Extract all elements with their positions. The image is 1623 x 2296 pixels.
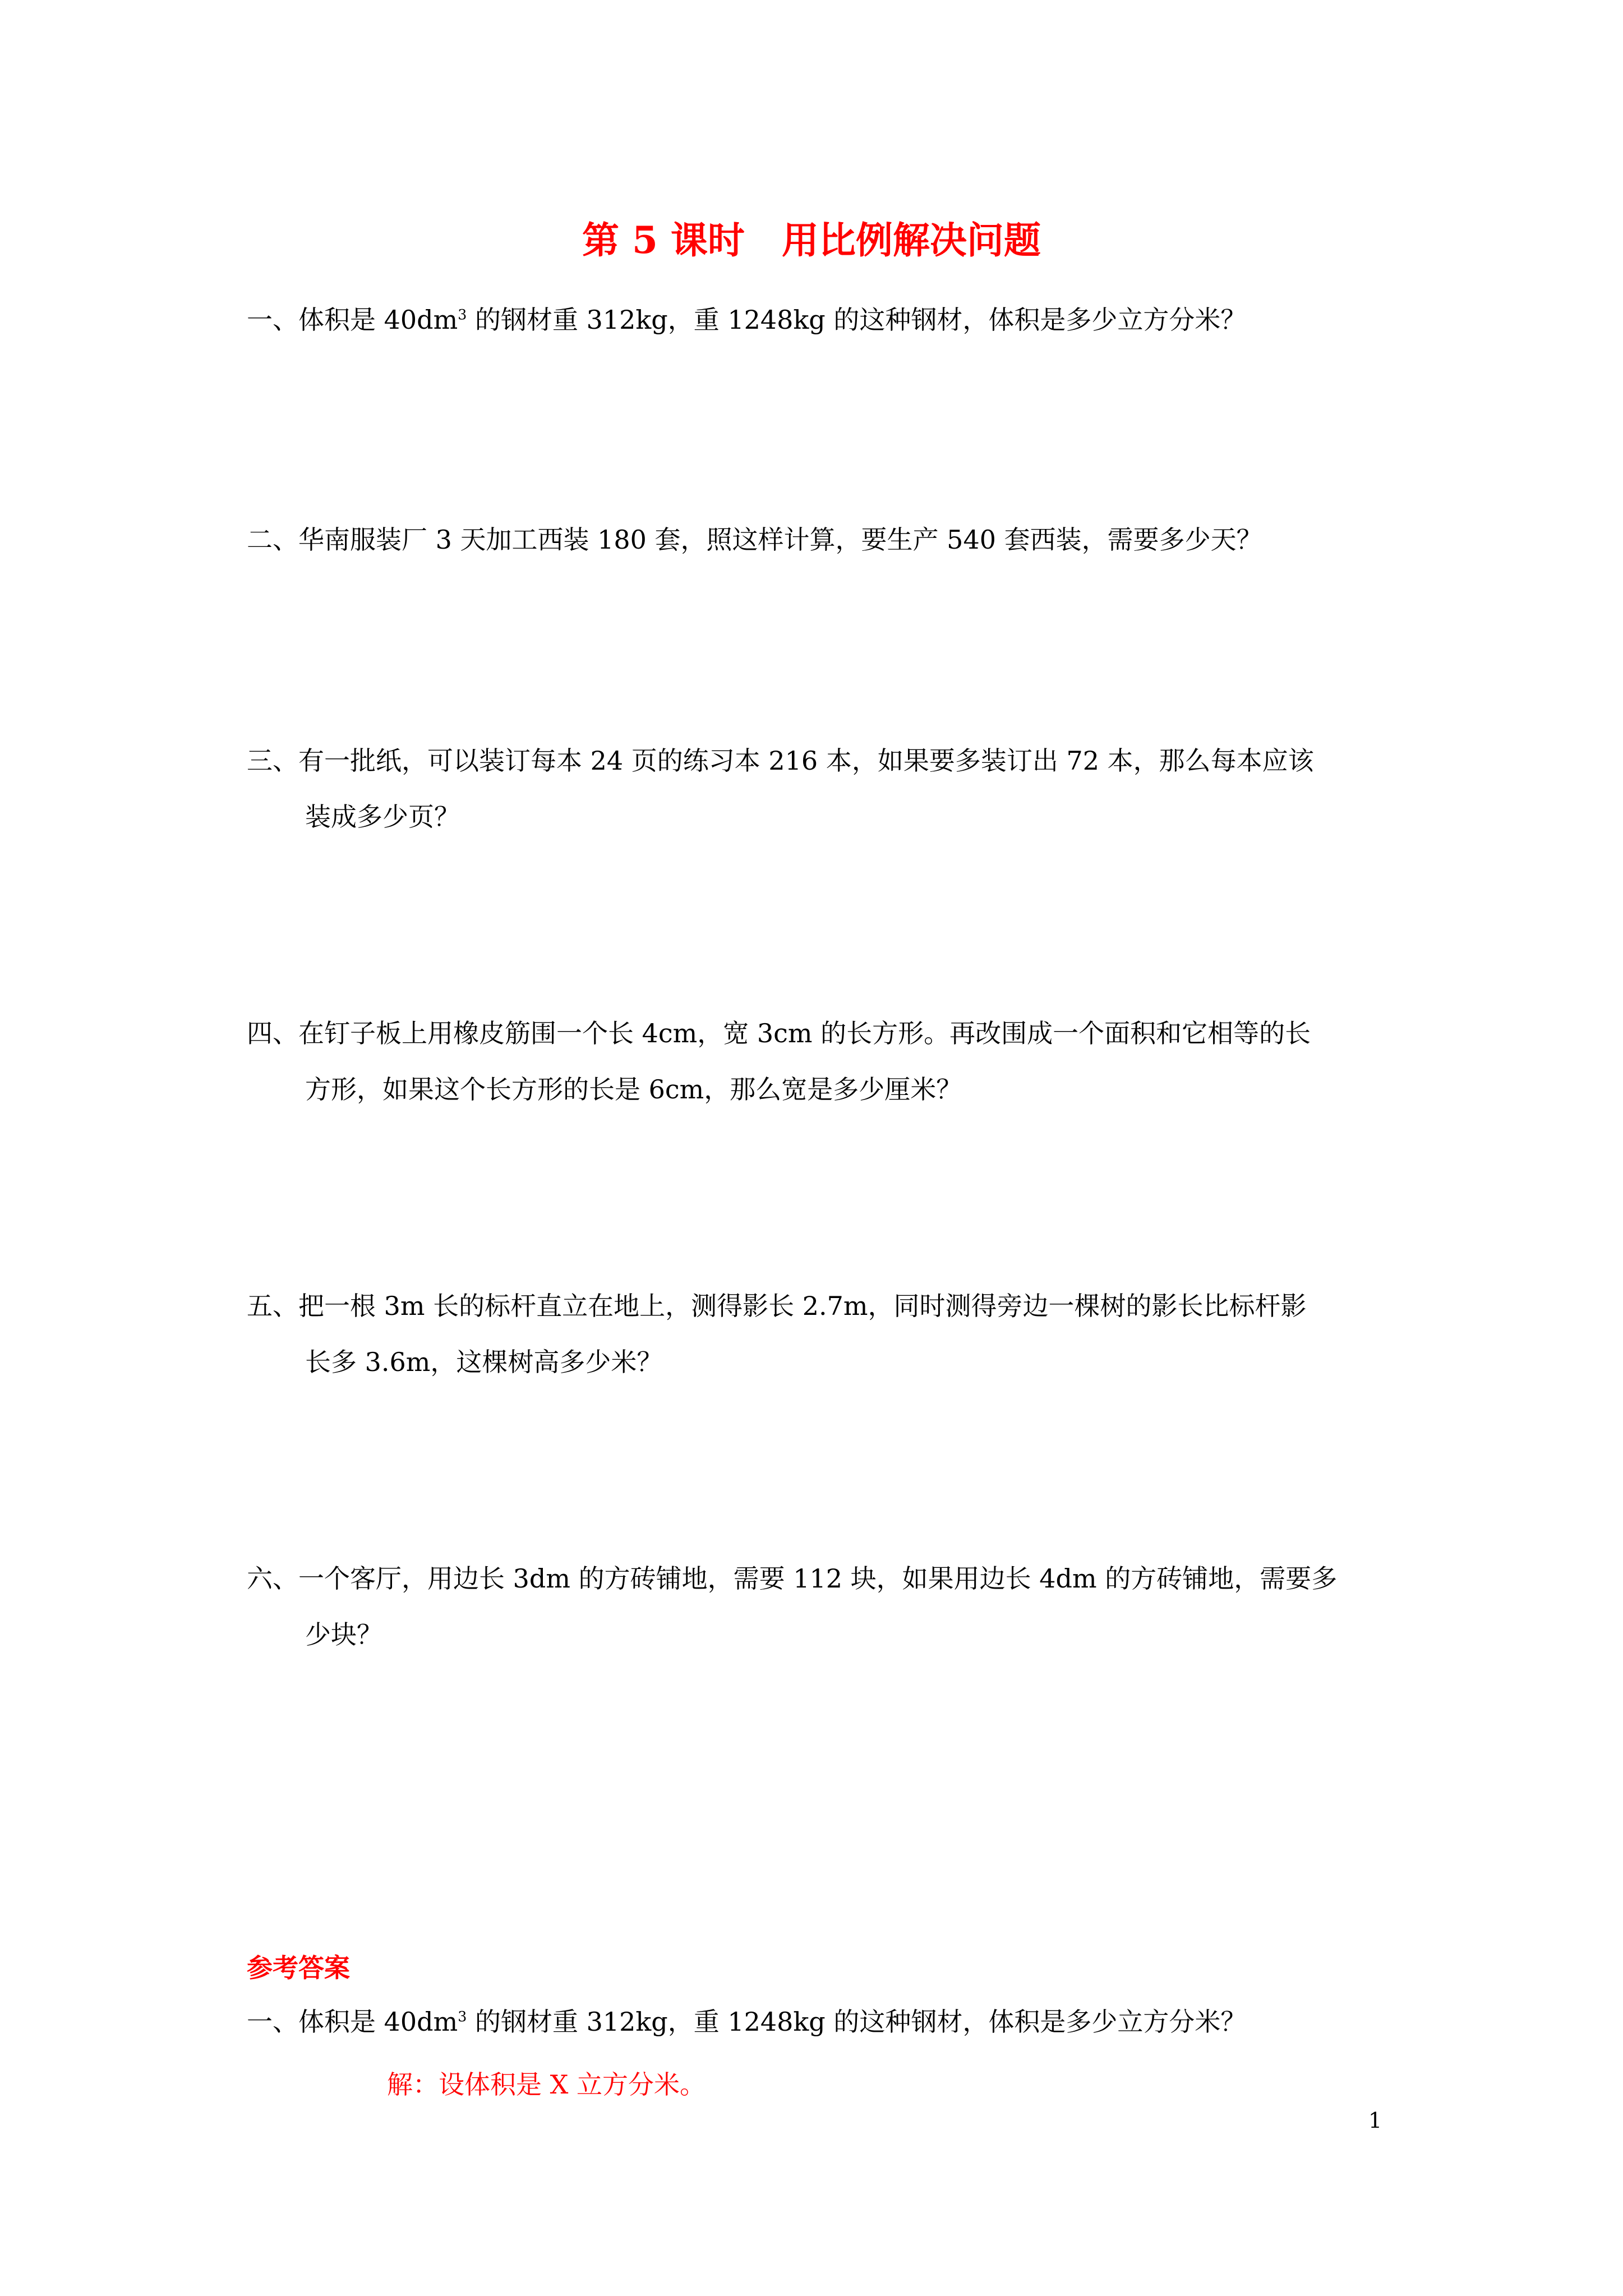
page-number: 1 [1368, 2108, 1382, 2133]
question-1-text-end: 的钢材重 312kg，重 1248kg 的这种钢材，体积是多少立方分米？ [467, 305, 1247, 335]
question-5-line-2: 长多 3.6m，这棵树高多少米？ [305, 1347, 663, 1377]
question-5-line-1: 五、把一根 3m 长的标杆直立在地上，测得影长 2.7m，同时测得旁边一棵树的影长比标杆影 [247, 1291, 1307, 1321]
question-6 [247, 1550, 1396, 1663]
question-6-line-1: 六、一个客厅，用边长 3dm 的方砖铺地，需要 112 块，如果用边长 4dm 的方砖铺地，需要多 [247, 1563, 1338, 1594]
answer-solution-line: 解：设体积是 X 立方分米。 [387, 2069, 706, 2100]
question-4-line-2: 方形，如果这个长方形的长是 6cm，那么宽是多少厘米？ [305, 1074, 962, 1105]
answer-question-1-superscript: 3 [458, 2008, 467, 2025]
question-3-line-2: 装成多少页？ [305, 802, 460, 832]
question-4-line-1: 四、在钉子板上用橡皮筋围一个长 4cm，宽 3cm 的长方形。再改围成一个面积和它相等的长 [247, 1018, 1311, 1048]
question-6-line-2: 少块？ [305, 1619, 382, 1650]
answer-question-1 [247, 1994, 1246, 2050]
question-1-superscript: 3 [458, 306, 467, 323]
worksheet-title: 第 5 课时 用比例解决问题 [582, 218, 1041, 262]
question-1-text [247, 292, 1396, 348]
question-2-text: 二、华南服装厂 3 天加工西装 180 套，照这样计算，要生产 540 套西装，需要多少天？ [247, 524, 1262, 555]
question-5 [247, 1278, 1396, 1390]
answer-question-1-start: 一、体积是 40dm [247, 2007, 458, 2037]
question-3-line-1: 三、有一批纸，可以装订每本 24 页的练习本 216 本，如果要多装订出 72 本，那么每本应该 [247, 746, 1314, 776]
question-1-text-start: 一、体积是 40dm [247, 305, 458, 335]
question-2 [247, 512, 1396, 568]
answers-heading: 参考答案 [247, 1953, 350, 1983]
answer-question-1-end: 的钢材重 312kg，重 1248kg 的这种钢材，体积是多少立方分米？ [467, 2007, 1247, 2037]
question-4 [247, 1005, 1396, 1117]
question-3 [247, 733, 1396, 845]
question-1 [247, 292, 1396, 348]
